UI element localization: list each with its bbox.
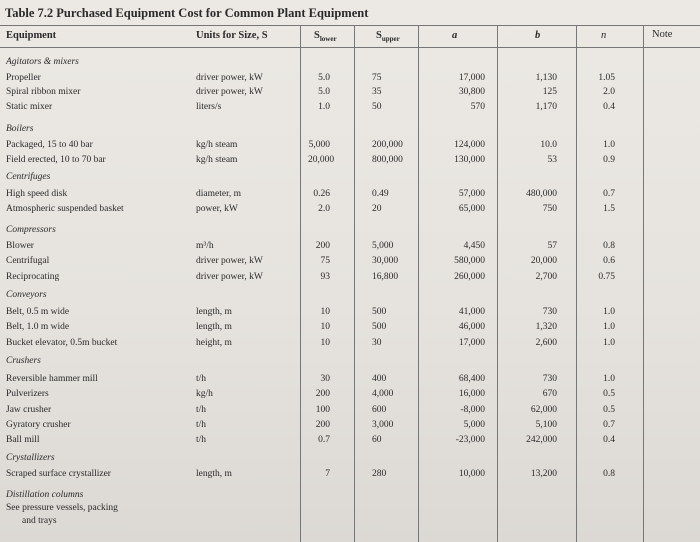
cell-b: 242,000: [526, 435, 557, 445]
cell-supper: 60: [372, 435, 382, 445]
cell-n: 0.9: [603, 155, 615, 165]
cell-slower: 1.0: [318, 102, 330, 112]
cell-slower: 0.26: [313, 189, 330, 199]
cell-units: driver power, kW: [196, 272, 263, 282]
cell-units: t/h: [196, 405, 207, 415]
cell-supper: 35: [372, 87, 382, 97]
cell-b: 13,200: [530, 469, 557, 479]
equipment-name: Pulverizers: [6, 389, 49, 399]
cell-n: 0.4: [603, 102, 615, 112]
cell-units: kg/h steam: [196, 140, 238, 150]
cell-a: 30,800: [458, 87, 485, 97]
cell-b: 1,320: [535, 322, 557, 332]
cell-supper: 280: [372, 469, 387, 479]
cell-a: 57,000: [458, 189, 485, 199]
equipment-name: Centrifugal: [6, 256, 50, 266]
col-divider-5: [576, 25, 577, 542]
header-equipment: Equipment: [6, 30, 57, 41]
cell-n: 1.05: [598, 73, 615, 83]
cell-slower: 5.0: [318, 87, 330, 97]
cell-n: 0.5: [603, 405, 615, 415]
equipment-name: Scraped surface crystallizer: [6, 469, 111, 479]
header-slower: [314, 30, 337, 43]
cell-n: 0.4: [603, 435, 615, 445]
cell-units: driver power, kW: [196, 87, 263, 97]
col-divider-6: [643, 25, 644, 542]
cell-units: length, m: [196, 307, 232, 317]
equipment-name: Belt, 0.5 m wide: [6, 307, 70, 317]
cell-a: 4,450: [463, 241, 485, 251]
cell-a: 65,000: [458, 204, 485, 214]
equipment-name: Reversible hammer mill: [6, 374, 98, 384]
equipment-name: See pressure vessels, packing: [6, 503, 118, 513]
cell-units: kg/h steam: [196, 155, 238, 165]
cell-units: length, m: [196, 469, 232, 479]
cell-supper: 800,000: [372, 155, 403, 165]
cell-slower: 200: [315, 420, 330, 430]
cell-slower: 200: [315, 389, 330, 399]
cell-supper: 400: [372, 374, 387, 384]
cell-slower: 100: [315, 405, 330, 415]
header-supper: [376, 30, 400, 43]
cell-b: 125: [542, 87, 557, 97]
header-rule: [0, 47, 700, 48]
header-note: Note: [652, 29, 673, 40]
header-slower-symbol: S: [314, 30, 320, 41]
equipment-name: Spiral ribbon mixer: [6, 87, 81, 97]
cell-n: 0.8: [603, 469, 615, 479]
cell-n: 2.0: [603, 87, 615, 97]
cell-a: 570: [470, 102, 485, 112]
equipment-name: Bucket elevator, 0.5m bucket: [6, 338, 118, 348]
cell-a: 17,000: [458, 338, 485, 348]
cell-a: 580,000: [454, 256, 485, 266]
equipment-name: Propeller: [6, 73, 41, 83]
cell-slower: 10: [320, 338, 330, 348]
cell-supper: 600: [372, 405, 387, 415]
cell-slower: 10: [320, 307, 330, 317]
cell-a: 46,000: [458, 322, 485, 332]
equipment-name: Reciprocating: [6, 272, 60, 282]
category-label: Boilers: [6, 124, 34, 134]
equipment-name: Belt, 1.0 m wide: [6, 322, 70, 332]
cell-b: 20,000: [530, 256, 557, 266]
cell-a: 5,000: [463, 420, 485, 430]
header-slower-sub: lower: [319, 35, 337, 44]
cell-b: 53: [547, 155, 557, 165]
cell-n: 1.0: [603, 374, 615, 384]
cell-slower: 93: [320, 272, 330, 282]
table-caption: Table 7.2 Purchased Equipment Cost for Common Plant Equipment: [5, 6, 369, 20]
cell-n: 1.0: [603, 338, 615, 348]
cell-supper: 16,800: [372, 272, 399, 282]
cell-b: 750: [542, 204, 557, 214]
category-label: Conveyors: [6, 290, 47, 300]
equipment-name: Blower: [6, 241, 34, 251]
cell-b: 730: [542, 374, 557, 384]
col-divider-4: [497, 25, 498, 542]
cell-slower: 30: [320, 374, 330, 384]
cell-b: 2,700: [535, 272, 557, 282]
equipment-name: Jaw crusher: [6, 405, 52, 415]
cell-b: 5,100: [535, 420, 557, 430]
header-b: b: [535, 30, 541, 41]
header-units: Units for Size, S: [196, 30, 268, 41]
cell-b: 480,000: [526, 189, 557, 199]
cell-units: t/h: [196, 420, 207, 430]
cell-slower: 20,000: [308, 155, 335, 165]
cell-a: 260,000: [454, 272, 485, 282]
cell-b: 62,000: [530, 405, 557, 415]
cell-units: power, kW: [196, 204, 238, 214]
cell-a: 124,000: [454, 140, 485, 150]
equipment-name: Packaged, 15 to 40 bar: [6, 140, 93, 150]
header-supper-sub: upper: [381, 35, 400, 44]
cell-n: 0.7: [603, 420, 615, 430]
cell-n: 0.7: [603, 189, 615, 199]
equipment-name: and trays: [22, 516, 57, 526]
equipment-name: Gyratory crusher: [6, 420, 71, 430]
header-supper-symbol: S: [376, 30, 382, 41]
cell-a: -23,000: [455, 435, 485, 445]
equipment-name: Field erected, 10 to 70 bar: [6, 155, 106, 165]
cell-units: driver power, kW: [196, 256, 263, 266]
cell-units: liters/s: [196, 102, 222, 112]
cell-supper: 30: [372, 338, 382, 348]
cell-supper: 5,000: [372, 241, 394, 251]
cell-b: 730: [542, 307, 557, 317]
col-divider-1: [300, 25, 301, 542]
cell-units: m³/h: [196, 241, 214, 251]
cell-supper: 30,000: [372, 256, 399, 266]
top-rule: [0, 25, 700, 26]
cell-supper: 4,000: [372, 389, 394, 399]
cell-units: t/h: [196, 435, 207, 445]
col-divider-2: [354, 25, 355, 542]
cell-a: 68,400: [458, 374, 485, 384]
cell-n: 1.0: [603, 322, 615, 332]
cell-slower: 200: [315, 241, 330, 251]
cell-supper: 500: [372, 322, 387, 332]
header-n: n: [601, 30, 607, 41]
cell-supper: 500: [372, 307, 387, 317]
cell-units: driver power, kW: [196, 73, 263, 83]
cell-slower: 10: [320, 322, 330, 332]
category-label: Distillation columns: [6, 490, 84, 500]
equipment-name: Atmospheric suspended basket: [6, 204, 124, 214]
cell-units: diameter, m: [196, 189, 241, 199]
cell-b: 1,130: [535, 73, 557, 83]
cell-supper: 20: [372, 204, 382, 214]
cell-slower: 5.0: [318, 73, 330, 83]
category-label: Crystallizers: [6, 453, 55, 463]
cell-b: 670: [542, 389, 557, 399]
cell-b: 2,600: [535, 338, 557, 348]
cell-b: 10.0: [540, 140, 557, 150]
cell-n: 0.6: [603, 256, 615, 266]
cell-units: t/h: [196, 374, 207, 384]
equipment-name: Ball mill: [6, 435, 40, 445]
header-a: a: [452, 30, 458, 41]
cell-a: -8,000: [460, 405, 485, 415]
cell-a: 10,000: [458, 469, 485, 479]
cell-b: 1,170: [535, 102, 557, 112]
cell-units: kg/h: [196, 389, 213, 399]
cell-a: 16,000: [458, 389, 485, 399]
cell-supper: 75: [372, 73, 382, 83]
cell-supper: 200,000: [372, 140, 403, 150]
cell-units: height, m: [196, 338, 232, 348]
category-label: Agitators & mixers: [6, 57, 79, 67]
cell-slower: 75: [320, 256, 330, 266]
cell-slower: 5,000: [308, 140, 330, 150]
cell-supper: 0.49: [372, 189, 389, 199]
cell-slower: 0.7: [318, 435, 330, 445]
cell-units: length, m: [196, 322, 232, 332]
cell-b: 57: [547, 241, 557, 251]
cell-supper: 3,000: [372, 420, 394, 430]
cell-n: 1.5: [603, 204, 615, 214]
cell-n: 0.75: [598, 272, 615, 282]
cell-slower: 7: [325, 469, 330, 479]
cell-n: 0.8: [603, 241, 615, 251]
category-label: Crushers: [6, 356, 41, 366]
cell-n: 0.5: [603, 389, 615, 399]
cell-a: 130,000: [454, 155, 485, 165]
category-label: Centrifuges: [6, 172, 51, 182]
cell-n: 1.0: [603, 140, 615, 150]
equipment-name: Static mixer: [6, 102, 53, 112]
cell-n: 1.0: [603, 307, 615, 317]
equipment-name: High speed disk: [6, 189, 68, 199]
cell-supper: 50: [372, 102, 382, 112]
cell-a: 41,000: [458, 307, 485, 317]
category-label: Compressors: [6, 225, 56, 235]
col-divider-3: [418, 25, 419, 542]
cell-slower: 2.0: [318, 204, 330, 214]
cell-a: 17,000: [458, 73, 485, 83]
